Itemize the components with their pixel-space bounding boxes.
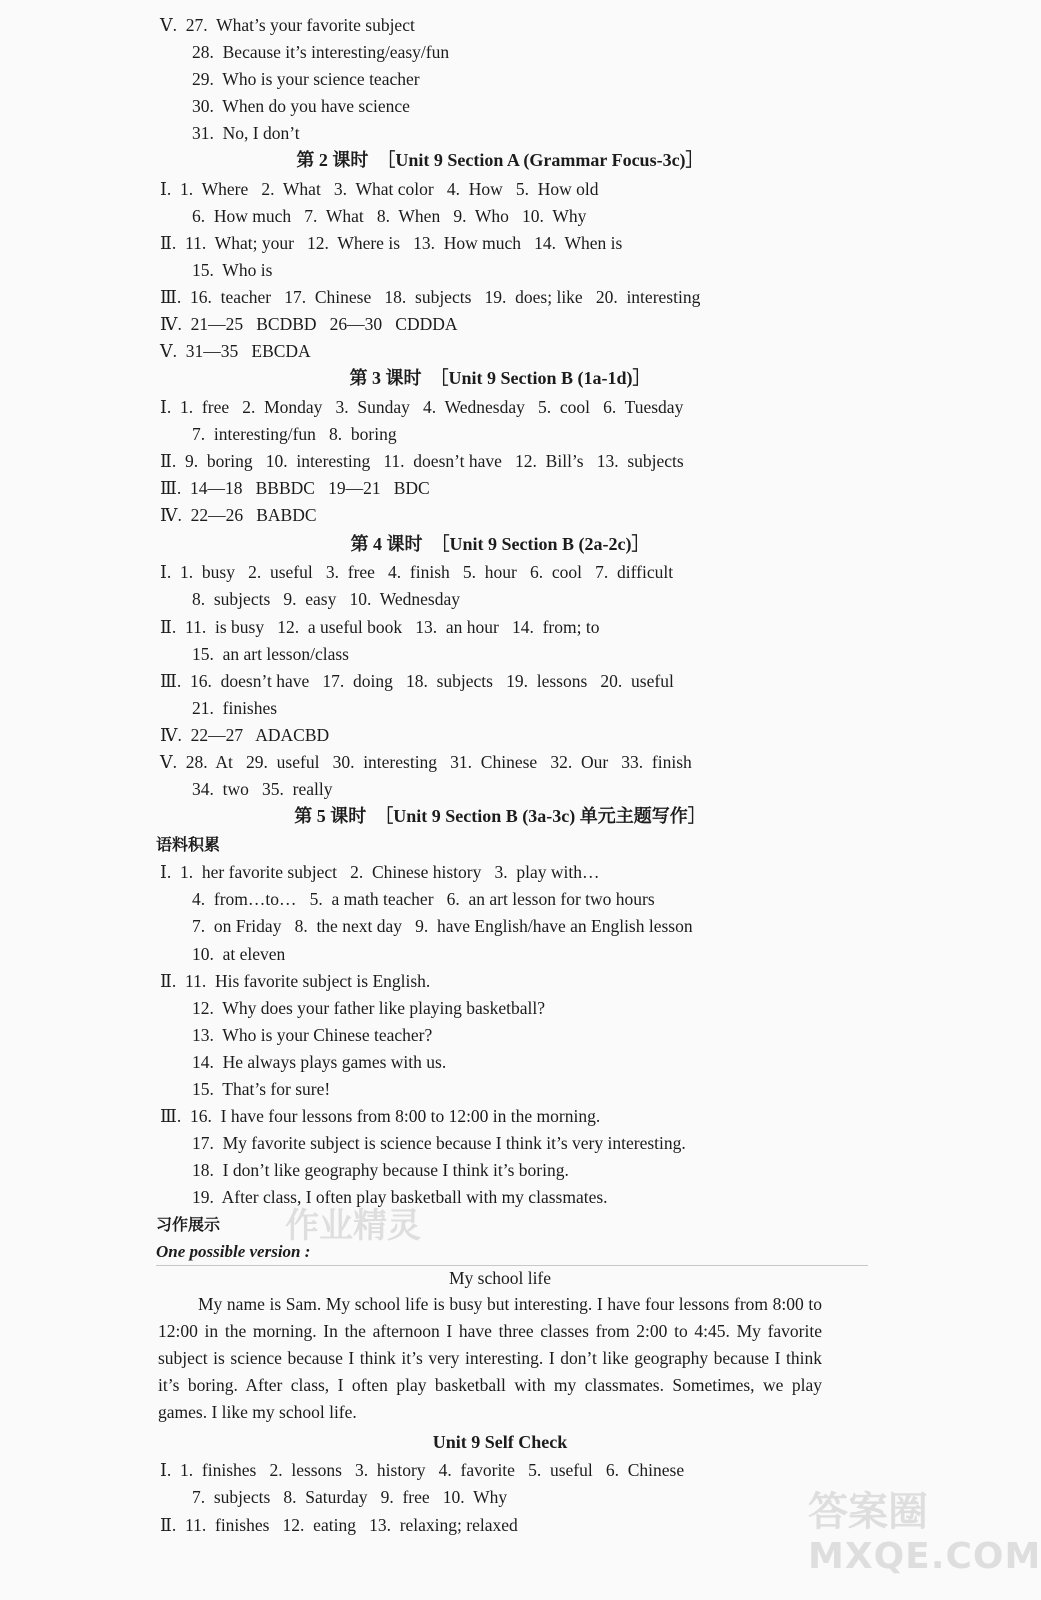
- answer-line: Ⅲ. 16. I have four lessons from 8:00 to 12:00 in the morning.: [160, 1106, 601, 1126]
- answer-line: Ⅴ. 31—35 EBCDA: [160, 341, 311, 361]
- answer-line: Ⅳ. 21—25 BCDBD 26—30 CDDDA: [160, 314, 458, 334]
- answer-line: 13. Who is your Chinese teacher?: [192, 1025, 433, 1045]
- answer-line: Ⅳ. 22—26 BABDC: [160, 505, 317, 525]
- answer-line: Ⅱ. 11. What; your 12. Where is 13. How much 14. When is: [160, 233, 623, 253]
- lesson-5-heading: 第 5 课时 ［Unit 9 Section B (3a-3c) 单元主题写作］: [294, 806, 706, 826]
- answer-line: Ⅰ. 1. busy 2. useful 3. free 4. finish 5. hour 6. cool 7. difficult: [160, 562, 674, 582]
- lesson-4-heading: 第 4 课时 ［Unit 9 Section B (2a-2c)］: [350, 534, 650, 554]
- watermark-site: MXQE.COM: [808, 1536, 1041, 1577]
- answer-line: Ⅱ. 9. boring 10. interesting 11. doesn’t have 12. Bill’s 13. subjects: [160, 451, 684, 471]
- section-label: 语料积累: [156, 835, 221, 854]
- answer-line: 8. subjects 9. easy 10. Wednesday: [192, 589, 461, 609]
- essay-title: My school life: [448, 1268, 552, 1288]
- answer-line: 29. Who is your science teacher: [192, 69, 420, 89]
- answer-line: Ⅱ. 11. is busy 12. a useful book 13. an hour 14. from; to: [160, 617, 600, 637]
- self-check-heading: Unit 9 Self Check: [432, 1432, 568, 1452]
- divider: [156, 1265, 868, 1266]
- answer-line: 34. two 35. really: [192, 779, 333, 799]
- answer-line: 30. When do you have science: [192, 96, 410, 116]
- watermark-logo: 答案圈: [808, 1489, 928, 1535]
- answer-line: 18. I don’t like geography because I think it’s boring.: [192, 1160, 569, 1180]
- answer-line: Ⅴ. 28. At 29. useful 30. interesting 31. Chinese 32. Our 33. finish: [160, 752, 692, 772]
- answer-line: 17. My favorite subject is science because I think it’s very interesting.: [192, 1133, 686, 1153]
- answer-line: 6. How much 7. What 8. When 9. Who 10. Why: [192, 206, 587, 226]
- section-label: 习作展示: [156, 1215, 221, 1234]
- answer-line: Ⅲ. 14—18 BBBDC 19—21 BDC: [160, 478, 430, 498]
- answer-line: 12. Why does your father like playing basketball?: [192, 998, 545, 1018]
- answer-line: 19. After class, I often play basketball with my classmates.: [192, 1187, 608, 1207]
- answer-line: Ⅱ. 11. finishes 12. eating 13. relaxing; relaxed: [160, 1515, 518, 1535]
- answer-line: Ⅰ. 1. Where 2. What 3. What color 4. How 5. How old: [160, 179, 599, 199]
- answer-line: 7. on Friday 8. the next day 9. have English/have an English lesson: [192, 916, 693, 936]
- answer-line: Ⅱ. 11. His favorite subject is English.: [160, 971, 431, 991]
- lesson-2-heading: 第 2 课时 ［Unit 9 Section A (Grammar Focus-3c)］: [296, 150, 704, 170]
- answer-line: 15. Who is: [192, 260, 273, 280]
- answer-line: 31. No, I don’t: [192, 123, 300, 143]
- answer-line: 15. an art lesson/class: [192, 644, 349, 664]
- watermark-text: 作业精灵: [285, 1206, 421, 1246]
- answer-line: 21. finishes: [192, 698, 278, 718]
- answer-line: 7. subjects 8. Saturday 9. free 10. Why: [192, 1487, 508, 1507]
- essay-body: My name is Sam. My school life is busy but interesting. I have four lessons from 8:00 to 12:00 in the morning. In the afternoon I have three classes from 2:00 to 4:45. My favorite subject is science because I think it’s very interesting. I don’t like geography because I think it’s boring. After class, I often play basketball with my classmates. Sometimes, we play games. I like my school life.: [158, 1294, 822, 1422]
- answer-line: Ⅰ. 1. her favorite subject 2. Chinese history 3. play with…: [160, 862, 600, 882]
- answer-line: Ⅲ. 16. teacher 17. Chinese 18. subjects 19. does; like 20. interesting: [160, 287, 701, 307]
- answer-line: 10. at eleven: [192, 944, 286, 964]
- answer-line: Ⅲ. 16. doesn’t have 17. doing 18. subjects 19. lessons 20. useful: [160, 671, 674, 691]
- lesson-3-heading: 第 3 课时 ［Unit 9 Section B (1a-1d)］: [349, 368, 651, 388]
- answer-line: Ⅰ. 1. free 2. Monday 3. Sunday 4. Wednesday 5. cool 6. Tuesday: [160, 397, 684, 417]
- answer-line: 14. He always plays games with us.: [192, 1052, 447, 1072]
- answer-line: 7. interesting/fun 8. boring: [192, 424, 397, 444]
- answer-line: Ⅰ. 1. finishes 2. lessons 3. history 4. favorite 5. useful 6. Chinese: [160, 1460, 685, 1480]
- version-label: One possible version :: [156, 1242, 311, 1261]
- answer-line: 15. That’s for sure!: [192, 1079, 331, 1099]
- answer-line: 4. from…to… 5. a math teacher 6. an art lesson for two hours: [192, 889, 655, 909]
- answer-line: 28. Because it’s interesting/easy/fun: [192, 42, 450, 62]
- answer-line: Ⅴ. 27. What’s your favorite subject: [160, 15, 415, 35]
- answer-line: Ⅳ. 22—27 ADACBD: [160, 725, 330, 745]
